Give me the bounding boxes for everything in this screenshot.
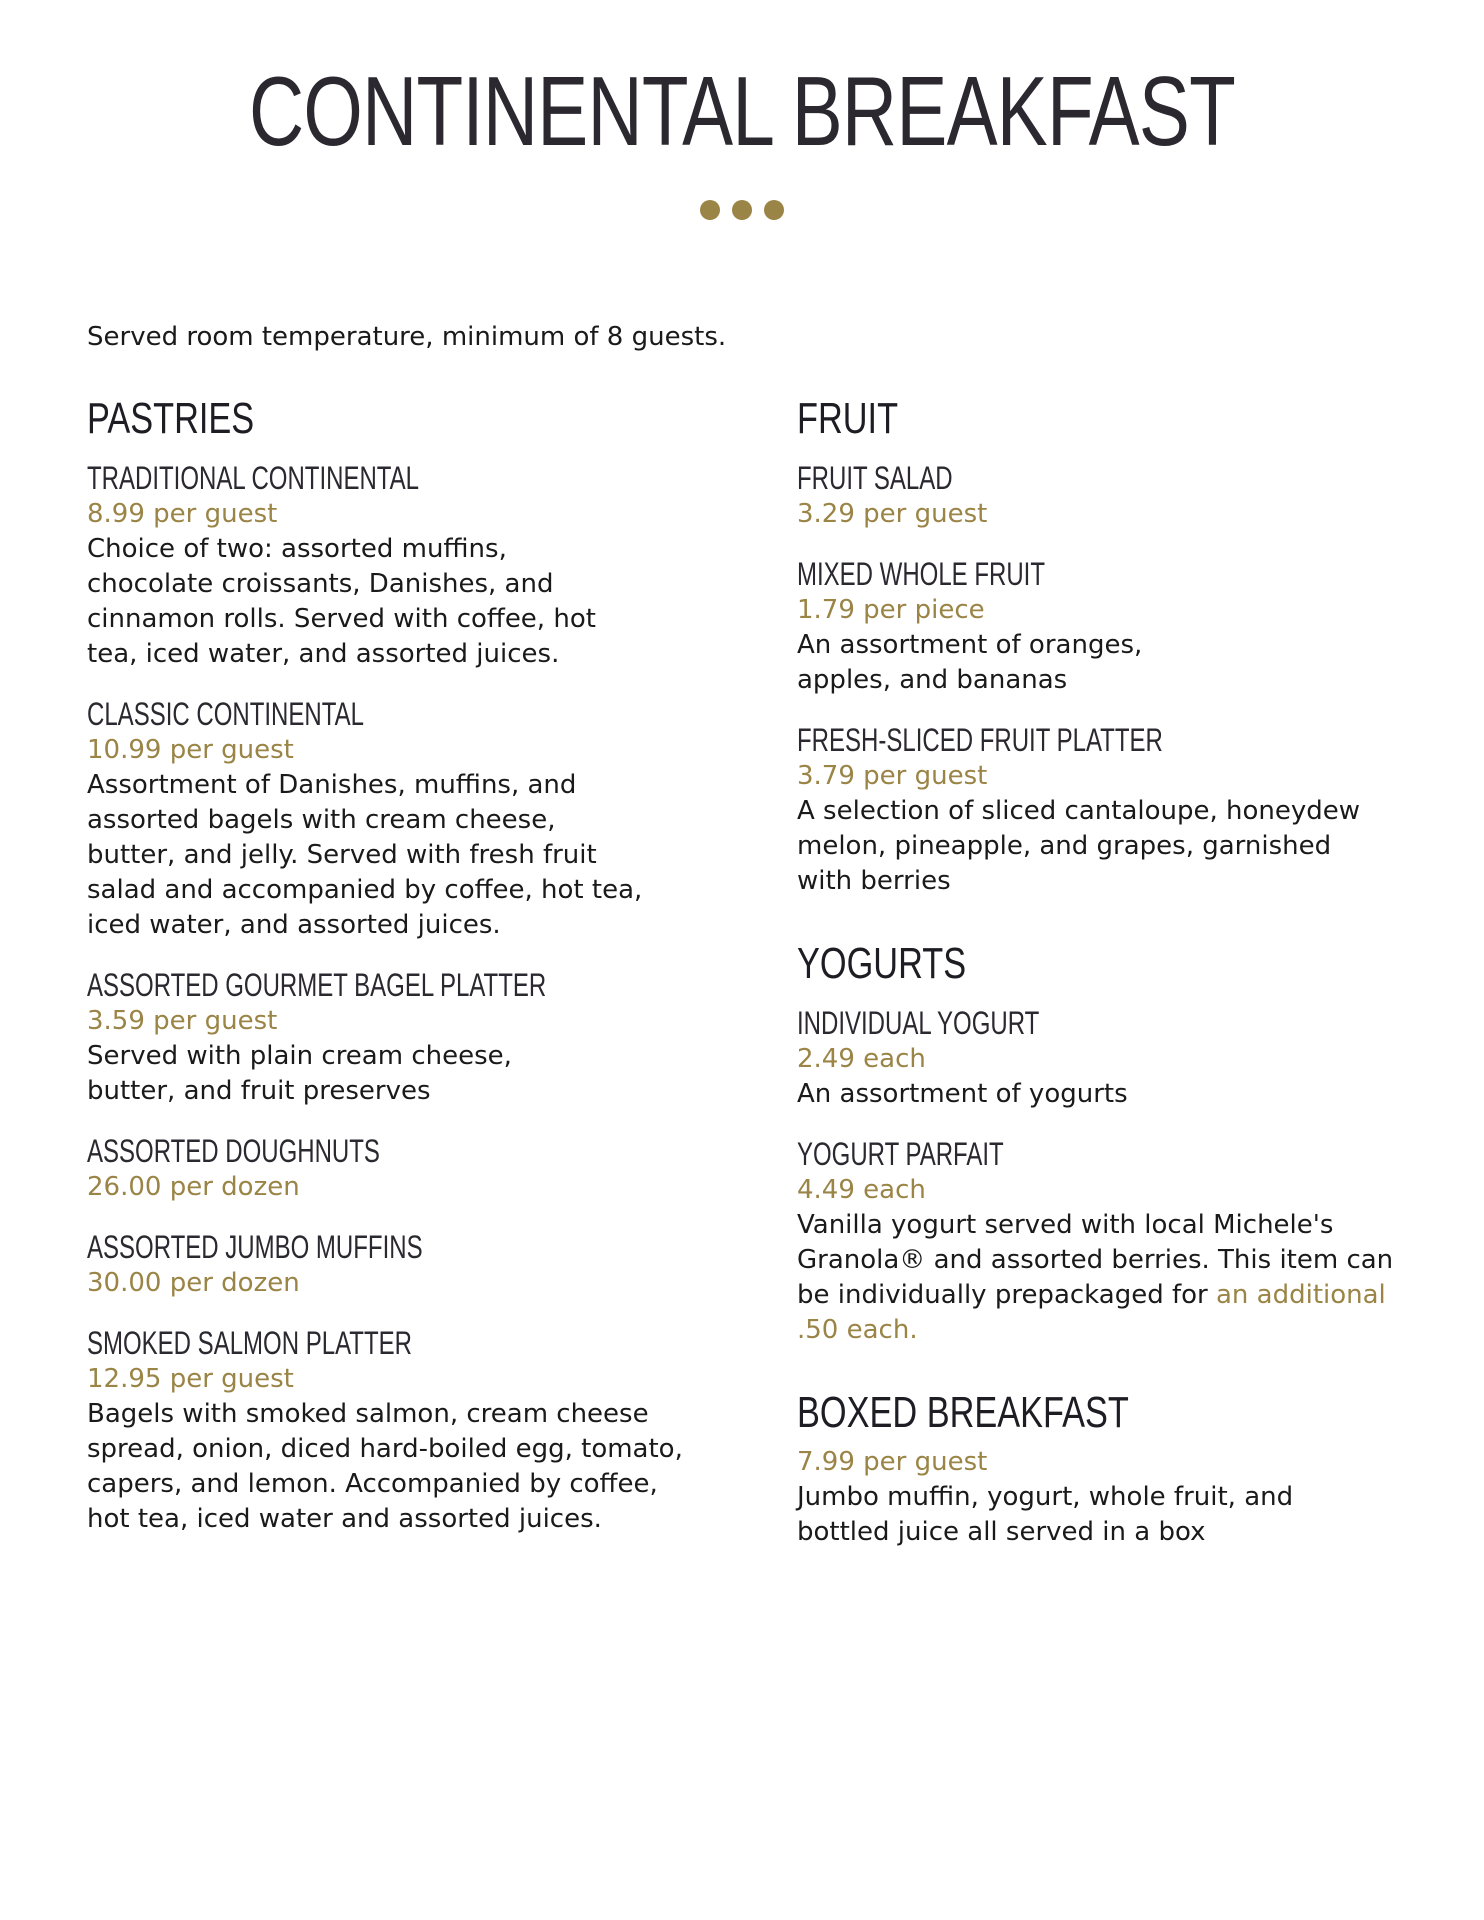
item-name: FRUIT SALAD: [797, 460, 953, 496]
item-name: MIXED WHOLE FRUIT: [797, 556, 1046, 592]
menu-item: [797, 1005, 1417, 1112]
item-name: ASSORTED DOUGHNUTS: [87, 1133, 380, 1169]
page-title: CONTINENTAL BREAKFAST: [248, 56, 1235, 166]
item-name: ASSORTED JUMBO MUFFINS: [87, 1229, 423, 1265]
section-title-boxed-breakfast: BOXED BREAKFAST: [797, 1388, 1129, 1437]
item-price: 8.99 per guest: [87, 499, 278, 529]
item-price: 2.49 each: [797, 1044, 926, 1074]
menu-item: [797, 1136, 1417, 1348]
item-name: YOGURT PARFAIT: [797, 1136, 1004, 1172]
menu-item: [87, 696, 707, 943]
item-name: TRADITIONAL CONTINENTAL: [87, 460, 420, 496]
item-price: 30.00 per dozen: [87, 1268, 300, 1298]
item-description-text: Vanilla yogurt served with local Michele's Granola® and assorted berries. This item can be individually prepackaged for: [797, 1210, 1394, 1310]
item-description-accent: an additional .50 each.: [797, 1280, 1386, 1345]
item-description: Choice of two: assorted muffins, chocolate croissants, Danishes, and cinnamon rolls. Served with coffee, hot tea, iced water, and assorted juices.: [87, 534, 596, 669]
item-price: 12.95 per guest: [87, 1364, 294, 1394]
item-name: INDIVIDUAL YOGURT: [797, 1005, 1040, 1041]
intro-text: Served room temperature, minimum of 8 guests.: [87, 322, 727, 352]
divider-dot: [700, 200, 720, 220]
item-name: SMOKED SALMON PLATTER: [87, 1325, 412, 1361]
item-price: 3.59 per guest: [87, 1006, 278, 1036]
item-name: CLASSIC CONTINENTAL: [87, 696, 364, 732]
item-price: 26.00 per dozen: [87, 1172, 300, 1202]
item-name: ASSORTED GOURMET BAGEL PLATTER: [87, 967, 547, 1003]
item-name: FRESH-SLICED FRUIT PLATTER: [797, 722, 1163, 758]
item-description: [797, 1208, 1407, 1348]
item-price: 3.79 per guest: [797, 761, 988, 791]
menu-item: [797, 460, 1417, 532]
item-price: 4.49 each: [797, 1175, 926, 1205]
item-description: Jumbo muffin, yogurt, whole fruit, and bottled juice all served in a box: [797, 1482, 1294, 1547]
item-description: A selection of sliced cantaloupe, honeydew melon, pineapple, and grapes, garnished with berries: [797, 796, 1361, 896]
menu-item: [797, 722, 1417, 899]
fruit-yogurt-column: [797, 392, 1417, 1550]
menu-item: [87, 967, 707, 1109]
item-description: Bagels with smoked salmon, cream cheese spread, onion, diced hard-boiled egg, tomato, capers, and lemon. Accompanied by coffee, hot tea, iced water and assorted juices.: [87, 1399, 683, 1534]
menu-item: [87, 1325, 707, 1537]
item-description: An assortment of oranges, apples, and bananas: [797, 630, 1143, 695]
item-description: Assortment of Danishes, muffins, and assorted bagels with cream cheese, butter, and jelly. Served with fresh fruit salad and accompanied by coffee, hot tea, iced water, and assorted juices.: [87, 770, 643, 940]
item-price: 7.99 per guest: [797, 1447, 988, 1477]
menu-item: [87, 460, 707, 672]
divider-dot: [732, 200, 752, 220]
section-title-fruit: FRUIT: [797, 394, 899, 443]
menu-item: [87, 1133, 707, 1205]
section-title-pastries: PASTRIES: [87, 394, 255, 443]
item-price: 1.79 per piece: [797, 595, 985, 625]
menu-item: [87, 1229, 707, 1301]
menu-item: [797, 556, 1417, 698]
title-divider-dots: [0, 200, 1484, 220]
item-description: Served with plain cream cheese, butter, and fruit preserves: [87, 1041, 512, 1106]
menu-item: [797, 1444, 1417, 1550]
item-description: An assortment of yogurts: [797, 1079, 1128, 1109]
pastries-column: [87, 392, 707, 1537]
section-title-yogurts: YOGURTS: [797, 939, 967, 988]
item-price: 10.99 per guest: [87, 735, 294, 765]
divider-dot: [764, 200, 784, 220]
item-price: 3.29 per guest: [797, 499, 988, 529]
